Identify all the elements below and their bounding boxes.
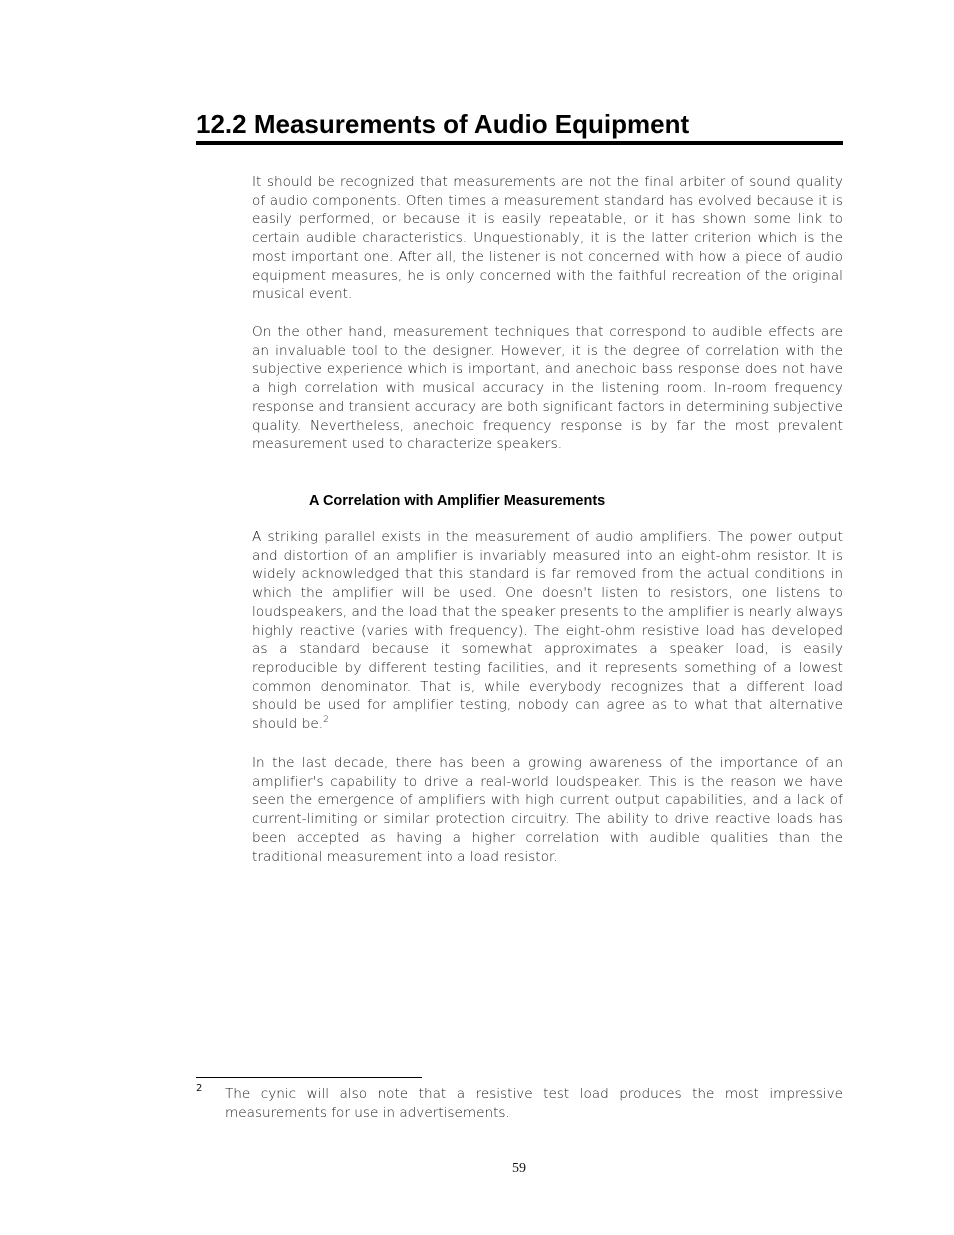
paragraph-measurement-techniques: On the other hand, measurement techniques that correspond to audible effects are an invaluable tool to the designer. However, it is the degree of correlation with the subjective experience which is important, and anechoic bass response does not have a high correlation with musical accuracy in the listening room. In-room frequency response and transient accuracy are both significant factors in determining subjective quality. Nevertheless, anechoic frequency response is by far the most prevalent measurement used to characterize speakers. [252, 324, 843, 453]
page-number: 59 [512, 1161, 526, 1176]
paragraph-last-decade: In the last decade, there has been a growing awareness of the importance of an amplifier's capability to drive a real-world loudspeaker. This is the reason we have seen the emergence of amplifiers with high current output capabilities, and a lack of current-limiting or similar protection circuitry. The ability to drive reactive loads has been accepted as having a higher correlation with audible qualities than the traditional measurement into a load resistor. [252, 755, 843, 865]
heading-underline [196, 141, 843, 145]
footnote-separator [196, 1077, 422, 1078]
footnote-text: The cynic will also note that a resistive test load produces the most impressive measurements for use in advertisements. [225, 1086, 843, 1121]
paragraph-amplifier-parallel [252, 528, 843, 734]
footnote-reference[interactable]: 2 [323, 715, 329, 726]
paragraph-amplifier-parallel-text: A striking parallel exists in the measurement of audio amplifiers. The power output and distortion of an amplifier is invariably measured into an eight-ohm resistor. It is widely acknowledged that this standard is far removed from the actual conditions in which the amplifier will be used. One doesn't listen to resistors, one listens to loudspeakers, and the load that the speaker presents to the amplifier is nearly always highly reactive (varies with frequency). The eight-ohm resistive load has developed as a standard because it somewhat approximates a speaker load, is easily reproducible by different testing facilities, and it represents something of a lowest common denominator. That is, while everybody recognizes that a different load should be used for amplifier testing, nobody can agree as to what that alternative should be. [252, 529, 843, 733]
subsection-heading: A Correlation with Amplifier Measurements [309, 493, 606, 509]
footnote-number: 2 [196, 1083, 203, 1094]
section-heading: 12.2 Measurements of Audio Equipment [196, 109, 690, 139]
paragraph-measurements-arbiter: It should be recognized that measurements are not the final arbiter of sound quality of audio components. Often times a measurement standard has evolved because it is easily performed, or because it is easily repeatable, or it has shown some link to certain audible characteristics. Unquestionably, it is the latter criterion which is the most important one. After all, the listener is not concerned with how a piece of audio equipment measures, he is only concerned with the faithful recreation of the original musical event. [252, 174, 843, 303]
